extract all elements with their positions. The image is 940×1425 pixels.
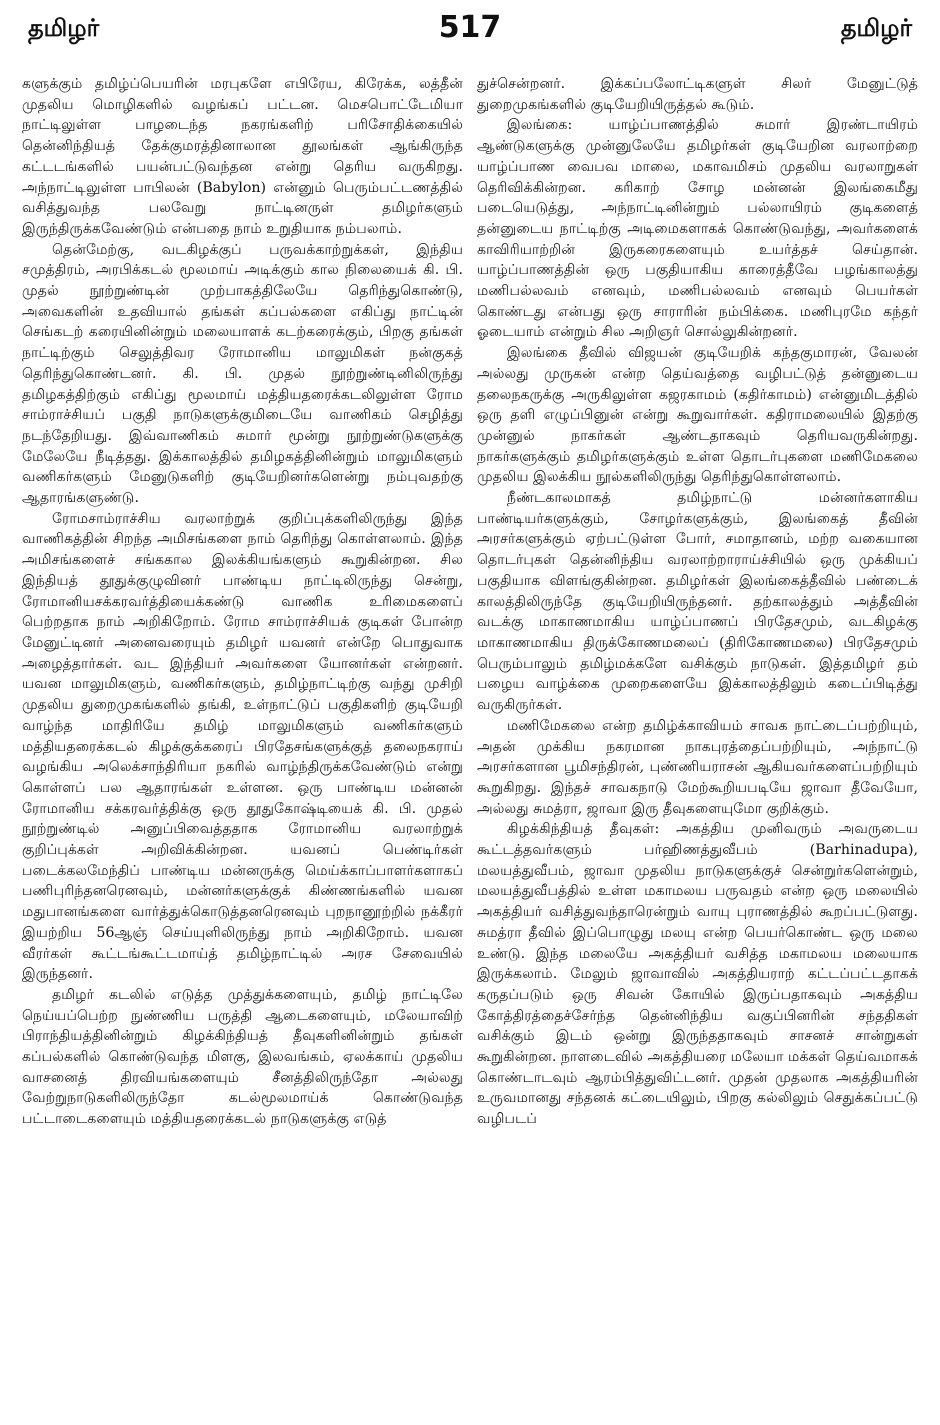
running-head-right: தமிழர் [840,14,912,42]
paragraph: துச்சென்றனர். இக்கப்பலோட்டிகளுள் சிலர் மேனுட்டுத் துறைமுகங்களில் குடியேறியிருத்தல் கூடும். [477,76,918,113]
paragraph: கிழக்கிந்தியத் தீவுகள்: அகத்திய முனிவரும் அவருடைய கூட்டத்தவர்களும் பர்ஹிணத்துவீபம் (Barhinadupa), மலயத்துவீபம், ஜாவா முதலிய நாடுகளுக்குச் சென்றுர்களென்றும், மலயத்துவீபத்தில் உள்ள மகாமலய பருவதம் என்ற ஒரு மலையில் அகத்தியர் வசித்துவந்தாரென்றும் வாயு புராணத்தில் கூறப்பட்டுளது. சுமத்ரா தீவில் இப்பொழுது மலயு என்ற பெயர்கொண்ட ஒரு மலை உண்டு. இந்த மலையே அகத்தியர் வசித்த மகாமலய மலையாக இருக்கலாம். மேலும் ஜாவாவில் அகத்தியராற் கட்டப்பட்டதாகக் கருதப்படும் ஒரு சிவன் கோயில் இருப்பதாகவும் அகத்திய கோத்திரத்தைச்சேர்ந்த தென்னிந்திய வகுப்பினரின் சந்ததிகள் வசிக்கும் இடம் ஒன்று இருந்ததாகவும் சாசனச் சான்றுகள் கூறுகின்றன. நாளடைவில் அகத்தியரை மலேயா மக்கள் தெய்வமாகக் கொண்டாடவும் ஆரம்பித்துவிட்டனர். முதன் முதலாக அகத்தியரின் உருவமானது சந்தனக் கட்டையிலும், பிறகு கல்லிலும் செதுக்கப்பட்டு வழிபடப் [477,821,918,1128]
left-column [22,74,463,1415]
paragraph: இலங்கை தீவில் விஜயன் குடியேறிக் கந்தகுமாரன், வேலன் அல்லது முருகன் என்ற தெய்வத்தை வழிபட்டுத் தன்னுடைய தலைநகருக்கு அருகிலுள்ள கஜரகாமம் (கதிர்காமம்) என்னுமிடத்தில் ஒரு தளி எழுப்பினுன் என்று கூறுவார்கள். கதிராமலையில் இதற்கு முன்னுல் நாகர்கள் ஆண்டதாகவும் தெரியவருகின்றது. நாகர்களுக்கும் தமிழர்களுக்கும் உள்ள தொடர்புகளை மணிமேகலை முதலிய இலக்கிய நூல்களிலிருந்து தெரிந்துகொள்ளலாம். [477,345,918,486]
text-columns [22,74,918,1415]
page-number: 517 [438,10,502,45]
paragraph: இலங்கை: யாழ்ப்பாணத்தில் சுமார் இரண்டாயிரம் ஆண்டுகளுக்கு முன்னுலேயே தமிழர்கள் குடியேறின வரலாற்றை யாழ்ப்பாண வைபவ மாலை, மகாவமிசம் முதலிய வரலாறுகள் தெரிவிக்கின்றன. கரிகாற் சோழ மன்னன் இலங்கைமீது படையெடுத்து, அந்நாட்டினின்றும் பல்லாயிரம் குடிகளைத் தன்னுடைய நாட்டிற்கு அடிமைகளாகக் கொண்டுவந்து, அவர்களைக் காவிரியாற்றின் இருகரைகளையும் உயர்த்தச் செய்தான். யாழ்ப்பாணத்தின் ஒரு பகுதியாகிய காரைத்தீவே பழங்காலத்து மணிபல்லவம் எனவும், மணிபல்லவம் எனவும் பெயர்கள் கொண்டது என்பது ஒரு சாராரின் நம்பிக்கை. மணிபுரமே கந்தர் ஓடையாம் என்றும் சில அறிஞர் சொல்லுகின்றனர். [477,117,918,341]
right-column [477,74,918,1415]
paragraph: தென்மேற்கு, வடகிழக்குப் பருவக்காற்றுக்கள், இந்திய சமுத்திரம், அரபிக்கடல் மூலமாய் அடிக்கும் கால நிலையைக் கி. பி. முதல் நூற்றுண்டின் முற்பாகத்திலேயே தெரிந்துகொண்டு, அவைகளின் உதவியால் தங்கள் கப்பல்களை எகிப்து நாட்டின் செங்கடற் கரையினின்றும் மலையாளக் கடற்கரைக்கும், பிறகு தங்கள் நாட்டிற்கும் செலுத்திவர ரோமானிய மாலுமிகள் நன்குகத் தெரிந்துகொண்டனர். கி. பி. முதல் நூற்றுண்டினிலிருந்து தமிழகத்திற்கும் எகிப்து மூலமாய் மத்தியதரைக்கடலிலுள்ள ரோம சாம்ராச்சியப் பகுதி நாடுகளுக்குமிடையே வாணிகம் செழித்து நடந்தேறியது. இவ்வாணிகம் சுமார் மூன்று நூற்றுண்டுகளுக்கு மேலேயே நீடித்தது. இக்காலத்தில் தமிழகத்தினின்றும் மாலுமிகளும் வணிகர்களும் மேனுடுகளிற் குடியேறினர்களென்று நம்புவதற்கு ஆதாரங்களுண்டு. [22,241,463,507]
running-head-left: தமிழர் [28,14,100,42]
paragraph: நீண்டகாலமாகத் தமிழ்நாட்டு மன்னர்களாகிய பாண்டியர்களுக்கும், சோழர்களுக்கும், இலங்கைத் தீவின் அரசர்களுக்கும் ஏற்பட்டுள்ள போர், சமாதானம், மற்ற வகையான தொடர்புகள் தென்னிந்திய வரலாற்றாராய்ச்சியில் ஒரு முக்கியப் பகுதியாக விளங்குகின்றன. தமிழர்கள் இலங்கைத்தீவில் பண்டைக் காலத்திலிருந்தே குடியேறியிருந்தனர். தற்காலத்தும் அத்தீவின் வடக்கு மாகாணமாகிய யாழ்ப்பாணப் பிரதேசமும், வடகிழக்கு மாகாணமாகிய திருக்கோணமலைப் (திரிகோணமலை) பிரதேசமும் பெரும்பாலும் தமிழ்மக்களே வசிக்கும் நாடுகள். இத்தமிழர் தம் பழைய வாழ்க்கை முறைகளையே இக்காலத்திலும் கடைப்பிடித்து வருகிருர்கள். [477,490,918,714]
paragraph: மணிமேகலை என்ற தமிழ்க்காவியம் சாவக நாட்டைப்பற்றியும், அதன் முக்கிய நகரமான நாகபுரத்தைப்பற்றியும், அந்நாட்டு அரசர்களான பூமிசந்திரன், புண்ணியராசன் ஆகியவர்களைப்பற்றியும் கூறுகிறது. இந்தச் சாவகநாடு மேற்கூறியபடியே ஜாவா தீவேயோ, அல்லது சுமத்ரா, ஜாவா இரு தீவுகளையுமோ குறிக்கும். [477,717,918,817]
paragraph: தமிழர் கடலில் எடுத்த முத்துக்களையும், தமிழ் நாட்டிலே நெய்யப்பெற்ற நுண்ணிய பருத்தி ஆடைகளையும், மலேயாவிற் பிராந்தியத்தினின்றும் கிழக்கிந்தியத் தீவுகளினின்றும் தங்கள் கப்பல்களில் கொண்டுவந்த மிளகு, இலவங்கம், ஏலக்காய் முதலிய வாசனைத் திரவியங்களையும் சீனத்திலிருந்தோ அல்லது வேற்றுநாடுகளிலிருந்தோ கடல்மூலமாய்க் கொண்டுவந்த பட்டாடைகளையும் மத்தியதரைக்கடல் நாடுகளுக்கு எடுத் [22,986,463,1128]
page-header [28,10,912,58]
paragraph: களுக்கும் தமிழ்ப்பெயரின் மரபுகளே எபிரேய, கிரேக்க, லத்தீன் முதலிய மொழிகளில் வழங்கப் பட்டன. மெசபொட்டேமியா நாட்டிலுள்ள பாழடைந்த நகரங்களிற் பரிசோதிக்கையில் தென்னிந்தியத் தேக்குமரத்தினாலான தூலங்கள் ஆங்கிருந்த கட்டடங்களில் பயன்பட்டுவந்தன என்று தெரிய வருகிறது. அந்நாட்டிலுள்ள பாபிலன் (Babylon) என்னும் பெரும்பட்டணத்தில் வசித்துவந்த பலவேறு நாட்டினருள் தமிழர்களும் இருந்திருக்கவேண்டும் என்பதை நாம் உறுதியாக நம்பலாம். [22,76,463,237]
paragraph: ரோமசாம்ராச்சிய வரலாற்றுக் குறிப்புக்களிலிருந்து இந்த வாணிகத்தின் சிறந்த அமிசங்களை நாம் தெரிந்து கொள்ளலாம். இந்த அமிசங்களைச் சங்ககால இலக்கியங்களும் கூறுகின்றன. சில இந்தியத் தூதுக்குழுவினர் பாண்டிய நாட்டிலிருந்து சென்று, ரோமானியசக்கரவர்த்தியைக்கண்டு வாணிக உரிமைகளைப் பெற்றதாக நாம் அறிகிறோம். ரோம சாம்ராச்சியக் குடிகள் போன்ற மேனுட்டினர் அனைவரையும் தமிழர் யவனர் என்றே பொதுவாக அழைத்தார்கள். வட இந்தியர் அவர்களை யோனர்கள் என்றனர். யவன மாலுமிகளும், வணிகர்களும், தமிழ்நாட்டிற்கு வந்து முசிறி முதலிய துறைமுகங்களில் தங்கி, உள்நாட்டுப் பகுதிகளிற் குடியேறி வாழ்ந்த மாதிரியே தமிழ் மாலுமிகளும் வணிகர்களும் மத்தியதரைக்கடல் கிழக்குக்கரைப் பிரதேசங்களுக்குத் தலைநகராய் வழங்கிய அலெக்சாந்திரியா நகரில் வாழ்ந்திருக்கவேண்டும் என்று கொள்ளப் பல ஆதாரங்கள் உள்ளன. ஒரு பாண்டிய மன்னன் ரோமானிய சக்கரவர்த்திக்கு ஒரு தூதுகோஷ்டியைக் கி. பி. முதல் நூற்றுண்டில் அனுப்பிவைத்ததாக ரோமானிய வரலாற்றுக் குறிப்புக்கள் அறிவிக்கின்றன. யவனப் பெண்டிர்கள் படைக்கலமேந்திப் பாண்டிய மன்னருக்கு மெய்க்காப்பாளர்களாகப் பணிபுரிந்தனரெனவும், மன்னர்களுக்குக் கிண்ணங்களில் யவன மதுபானங்களை வார்த்துக்கொடுத்தனரெனவும் புறநானூற்றில் நக்கீரர் இயற்றிய 56ஆஞ் செய்யுளிலிருந்து நாம் அறிகிறோம். யவன வீரர்கள் கூட்டங்கூட்டமாய்த் தமிழ்நாட்டில் அரச சேவையில் இருந்தனர். [22,510,463,983]
